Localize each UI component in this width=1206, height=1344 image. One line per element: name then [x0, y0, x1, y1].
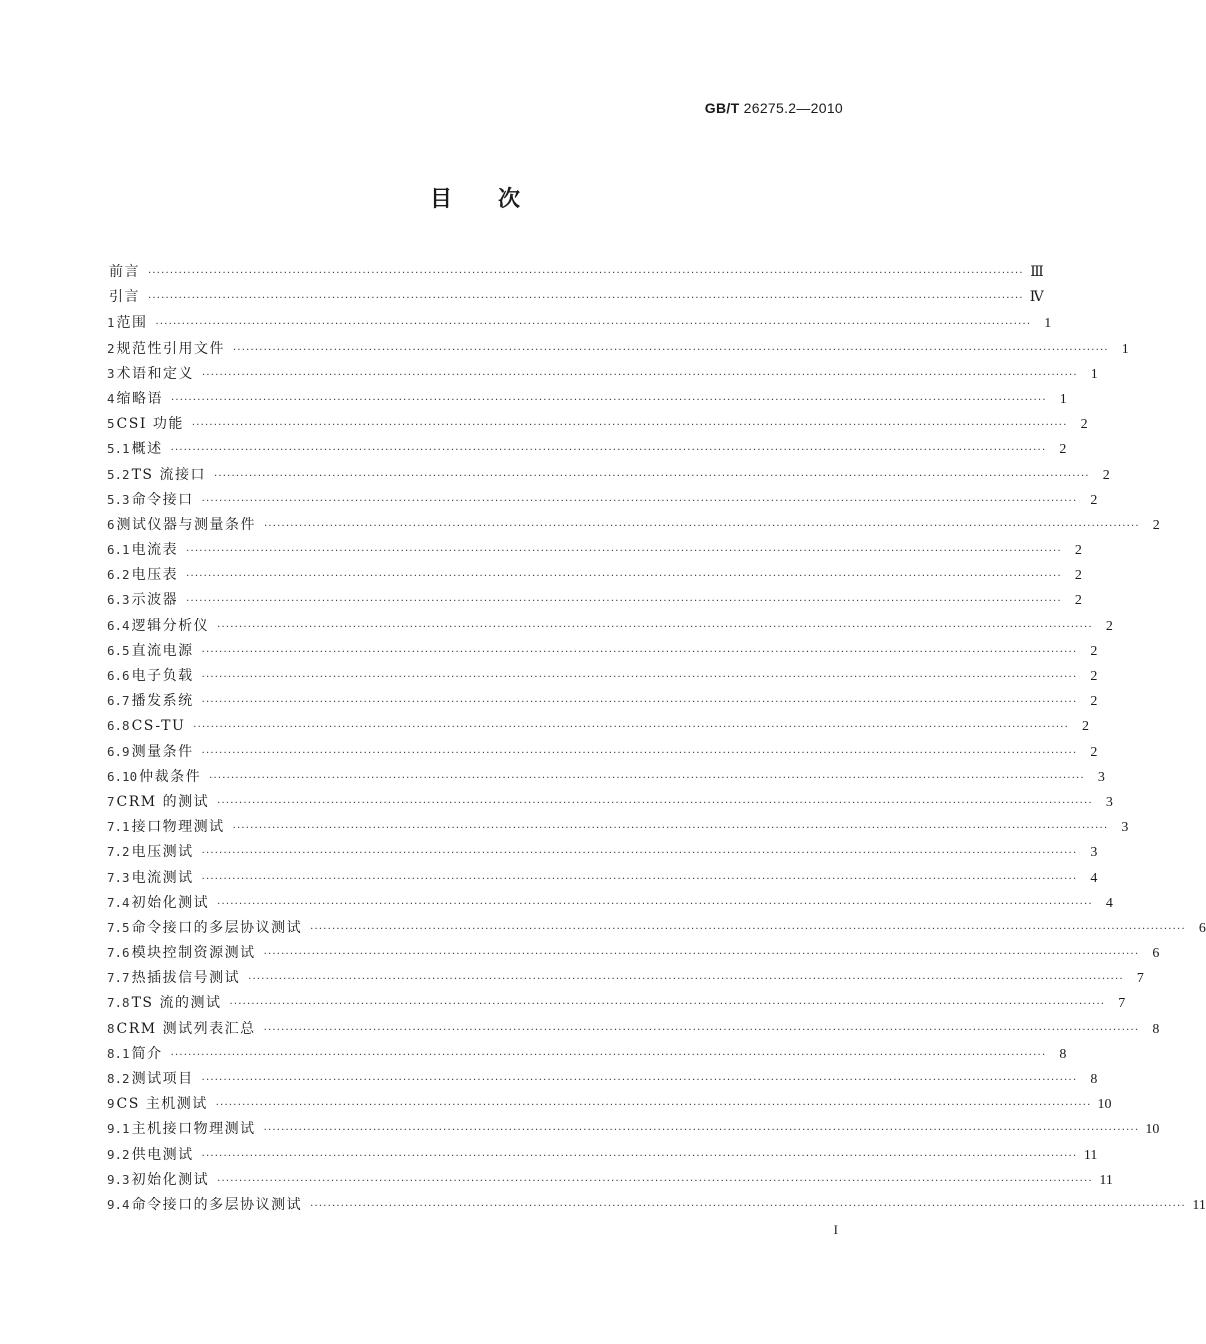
toc-leader-dots: ········································································································································································································: [155, 319, 1032, 331]
toc-entry-label: 主机接口物理测试: [131, 1121, 256, 1138]
toc-entry-label: 接口物理测试: [131, 819, 225, 836]
toc-entry-page: 10: [1145, 1122, 1160, 1138]
toc-leader-dots: ········································································································································································································: [233, 344, 1109, 356]
toc-entry-number: 6.3: [107, 592, 130, 608]
toc-leader-dots: ········································································································································································································: [201, 1075, 1078, 1086]
toc-entry-page: Ⅳ: [1029, 290, 1044, 306]
toc-entry-label: 逻辑分析仪: [131, 617, 210, 634]
toc-leader-dots: ········································································································································································································: [310, 923, 1186, 935]
toc-entry-label: 电流表: [131, 542, 179, 559]
toc-entry-label: 初始化测试: [131, 1171, 210, 1188]
toc-leader-dots: ········································································································································································································: [201, 646, 1078, 658]
toc-leader-dots: ········································································································································································································: [201, 747, 1078, 759]
toc-entry-page: 4: [1105, 895, 1113, 911]
toc-entry-number: 1: [107, 315, 115, 331]
toc-leader-dots: ········································································································································································································: [170, 445, 1047, 457]
toc-entry-label: 模块控制资源测试: [131, 945, 256, 962]
toc-entry[interactable]: [107, 310, 1052, 335]
toc-entry[interactable]: [107, 940, 1160, 965]
toc-leader-dots: ········································································································································································································: [202, 369, 1078, 381]
toc-entry[interactable]: [107, 537, 1082, 562]
toc-entry[interactable]: [107, 613, 1113, 638]
toc-entry-label: 简介: [131, 1045, 163, 1062]
toc-entry[interactable]: [107, 688, 1098, 713]
toc-entry-number: 5.3: [107, 491, 130, 507]
toc-entry-page: 6: [1152, 946, 1160, 962]
title-char-2: 次: [498, 187, 521, 212]
toc-entry-page: 2: [1090, 694, 1098, 710]
toc-entry[interactable]: [107, 411, 1088, 436]
toc-entry-page: 7: [1136, 971, 1144, 987]
toc-leader-dots: ········································································································································································································: [209, 772, 1085, 784]
toc-entry-page: 11: [1083, 1147, 1098, 1163]
toc-entry[interactable]: [107, 512, 1160, 537]
table-of-contents: [107, 260, 1206, 1217]
toc-entry-label: 前言: [109, 264, 140, 280]
standard-code: [705, 100, 843, 116]
toc-leader-dots: ········································································································································································································: [170, 1049, 1047, 1061]
toc-entry-page: 2: [1105, 618, 1113, 634]
toc-entry-number: 8: [107, 1020, 115, 1036]
toc-entry-label: 热插拔信号测试: [131, 970, 241, 987]
toc-leader-dots: ········································································································································································································: [201, 697, 1078, 709]
toc-entry-label: 规范性引用文件: [116, 340, 226, 357]
toc-entry-label: 电子负载: [131, 668, 194, 684]
toc-entry-page: 2: [1082, 719, 1090, 735]
toc-entry-number: 3: [107, 365, 115, 381]
toc-leader-dots: ········································································································································································································: [201, 848, 1078, 860]
toc-entry-page: 2: [1059, 442, 1067, 458]
toc-entry[interactable]: [107, 260, 1044, 285]
toc-leader-dots: ········································································································································································································: [263, 1024, 1140, 1036]
toc-leader-dots: ········································································································································································································: [229, 999, 1106, 1011]
toc-entry-number: 7.2: [107, 844, 130, 860]
toc-entry[interactable]: [107, 562, 1082, 587]
toc-entry-page: Ⅲ: [1030, 265, 1044, 280]
toc-entry-label: CRM 测试列表汇总: [116, 1020, 256, 1037]
toc-leader-dots: ········································································································································································································: [171, 394, 1047, 406]
toc-entry-label: 示波器: [131, 592, 179, 609]
toc-entry-page: 6: [1198, 920, 1206, 936]
toc-entry-page: 2: [1152, 517, 1160, 533]
toc-entry-page: 4: [1090, 870, 1098, 886]
toc-leader-dots: ········································································································································································································: [201, 495, 1078, 507]
toc-entry-page: 2: [1074, 593, 1082, 609]
toc-entry-label: 测量条件: [131, 743, 194, 760]
toc-entry[interactable]: [107, 865, 1098, 890]
toc-entry-page: 2: [1090, 643, 1098, 659]
toc-entry-number: 5.2: [107, 466, 130, 482]
toc-entry-page: 3: [1121, 820, 1129, 836]
toc-leader-dots: ········································································································································································································: [201, 672, 1078, 683]
toc-entry-number: 5.1: [107, 441, 130, 457]
toc-entry-number: 8.1: [107, 1045, 130, 1061]
toc-entry[interactable]: [107, 814, 1129, 839]
toc-leader-dots: ········································································································································································································: [310, 1200, 1186, 1212]
toc-entry-label: TS 流接口: [131, 466, 206, 483]
toc-entry[interactable]: [107, 965, 1144, 990]
toc-entry[interactable]: [107, 1192, 1206, 1217]
toc-entry-page: 2: [1080, 417, 1088, 433]
toc-leader-dots: ········································································································································································································: [248, 974, 1124, 986]
toc-leader-dots: ········································································································································································································: [186, 546, 1062, 558]
toc-leader-dots: ········································································································································································································: [217, 1175, 1093, 1187]
toc-entry-label: 电压表: [131, 567, 179, 584]
toc-entry-number: 2: [107, 340, 115, 356]
toc-entry[interactable]: [107, 436, 1067, 461]
toc-entry-number: 6.9: [107, 743, 130, 759]
toc-leader-dots: ········································································································································································································: [263, 1125, 1140, 1137]
toc-entry-label: 缩略语: [116, 390, 164, 407]
toc-entry-number: 9.4: [107, 1196, 130, 1212]
toc-entry-page: 2: [1090, 744, 1098, 760]
toc-entry-number: 7: [107, 793, 115, 809]
toc-entry-page: 7: [1118, 996, 1126, 1012]
toc-entry-page: 11: [1099, 1172, 1113, 1188]
toc-entry-number: 6.8: [107, 718, 130, 734]
toc-entry-page: 8: [1059, 1046, 1067, 1062]
toc-entry[interactable]: [107, 1167, 1113, 1192]
toc-entry[interactable]: [107, 285, 1044, 310]
toc-entry-page: 10: [1097, 1097, 1112, 1113]
toc-entry-number: 7.8: [107, 995, 130, 1011]
toc-entry-label: TS 流的测试: [131, 995, 222, 1012]
toc-entry[interactable]: [107, 1066, 1098, 1091]
toc-leader-dots: ········································································································································································································: [213, 470, 1090, 482]
toc-leader-dots: ········································································································································································································: [217, 621, 1093, 633]
toc-entry-number: 7.6: [107, 945, 130, 961]
standard-number: 26275.2—2010: [743, 100, 843, 116]
toc-entry-label: 测试项目: [131, 1071, 194, 1087]
toc-entry[interactable]: [107, 487, 1098, 512]
toc-entry[interactable]: [107, 386, 1067, 411]
toc-entry[interactable]: [107, 739, 1098, 764]
toc-entry-page: 2: [1074, 543, 1082, 559]
toc-entry-page: 1: [1090, 366, 1098, 382]
toc-entry-number: 6.10: [107, 768, 138, 784]
toc-leader-dots: ········································································································································································································: [215, 1100, 1092, 1112]
toc-entry-number: 7.3: [107, 869, 130, 885]
toc-leader-dots: ········································································································································································································: [193, 722, 1070, 734]
toc-entry-label: 直流电源: [131, 642, 194, 659]
toc-entry-number: 6: [107, 516, 115, 532]
toc-entry-label: CSI 功能: [116, 416, 184, 433]
toc-entry-number: 8.2: [107, 1071, 130, 1086]
toc-entry[interactable]: [107, 764, 1105, 789]
toc-entry-number: 9.3: [107, 1171, 130, 1187]
toc-entry[interactable]: [107, 890, 1113, 915]
toc-entry-label: 命令接口: [131, 491, 194, 508]
toc-entry-number: 6.4: [107, 617, 130, 633]
toc-entry-label: 供电测试: [131, 1146, 194, 1163]
toc-entry-label: 电压测试: [131, 844, 194, 861]
toc-entry[interactable]: [107, 990, 1126, 1015]
toc-entry-page: 8: [1152, 1021, 1160, 1037]
toc-entry-number: 6.6: [107, 668, 130, 683]
toc-leader-dots: ········································································································································································································: [217, 898, 1093, 910]
toc-entry-number: 4: [107, 390, 115, 406]
toc-entry[interactable]: [107, 1116, 1160, 1141]
toc-entry-label: 仲裁条件: [139, 768, 202, 785]
toc-entry-page: 2: [1074, 568, 1082, 584]
toc-leader-dots: ········································································································································································································: [263, 949, 1140, 961]
toc-leader-dots: ········································································································································································································: [217, 797, 1093, 809]
toc-entry-number: 6.1: [107, 542, 130, 558]
toc-entry[interactable]: [107, 587, 1082, 612]
toc-entry[interactable]: [107, 1142, 1098, 1167]
toc-entry-label: 命令接口的多层协议测试: [131, 1196, 303, 1213]
toc-entry-page: 3: [1105, 794, 1113, 810]
toc-leader-dots: ········································································································································································································: [186, 596, 1062, 608]
toc-leader-dots: ········································································································································································································: [201, 873, 1078, 885]
toc-entry-page: 2: [1090, 492, 1098, 508]
toc-leader-dots: ········································································································································································································: [148, 268, 1024, 279]
toc-entry-number: 9.1: [107, 1121, 130, 1137]
toc-entry[interactable]: [107, 638, 1098, 663]
toc-entry[interactable]: [107, 462, 1110, 487]
toc-entry[interactable]: [107, 336, 1129, 361]
toc-entry-label: 引言: [109, 289, 140, 306]
toc-entry-page: 2: [1102, 467, 1110, 483]
toc-leader-dots: ········································································································································································································: [191, 420, 1068, 432]
toc-entry-number: 7.5: [107, 919, 130, 935]
toc-leader-dots: ········································································································································································································: [186, 571, 1062, 583]
toc-entry-label: 术语和定义: [116, 365, 195, 382]
toc-entry-page: 3: [1097, 769, 1105, 785]
toc-entry[interactable]: [107, 789, 1113, 814]
title-char-1: 目: [429, 187, 452, 212]
toc-entry[interactable]: [107, 361, 1098, 386]
toc-entry[interactable]: [107, 839, 1098, 864]
toc-entry-label: 测试仪器与测量条件: [116, 516, 257, 533]
toc-entry-label: 初始化测试: [131, 894, 210, 911]
toc-leader-dots: ········································································································································································································: [264, 520, 1140, 532]
toc-leader-dots: ········································································································································································································: [201, 1150, 1078, 1162]
toc-entry-page: 1: [1059, 391, 1067, 407]
toc-entry-number: 5: [107, 416, 115, 432]
toc-entry-page: 11: [1192, 1197, 1206, 1213]
toc-entry-label: 命令接口的多层协议测试: [131, 919, 303, 936]
toc-entry-number: 6.7: [107, 693, 130, 709]
toc-entry-number: 6.5: [107, 642, 130, 658]
toc-entry-page: 1: [1044, 316, 1052, 332]
toc-entry-page: 2: [1090, 669, 1098, 684]
toc-entry-number: 9: [107, 1096, 115, 1112]
toc-entry-number: 7.1: [107, 819, 130, 835]
toc-entry[interactable]: [107, 1091, 1112, 1116]
toc-entry-number: 7.4: [107, 894, 130, 910]
toc-entry-label: 范围: [116, 315, 148, 332]
toc-entry-number: 6.2: [107, 567, 130, 583]
toc-leader-dots: ········································································································································································································: [148, 293, 1024, 305]
toc-entry-number: 9.2: [107, 1146, 130, 1162]
toc-entry[interactable]: [107, 915, 1206, 940]
toc-entry-label: CS-TU: [131, 718, 186, 735]
toc-entry-page: 8: [1090, 1072, 1098, 1087]
toc-entry[interactable]: [107, 713, 1090, 738]
toc-entry-page: 1: [1121, 341, 1129, 357]
toc-entry-label: 电流测试: [131, 869, 194, 886]
toc-entry[interactable]: [107, 1041, 1067, 1066]
page-title: [0, 182, 950, 213]
toc-entry-label: CRM 的测试: [116, 793, 210, 810]
toc-leader-dots: ········································································································································································································: [232, 823, 1109, 835]
toc-entry-label: 概述: [131, 441, 163, 458]
toc-entry-number: 7.7: [107, 970, 130, 986]
page-number: I: [833, 1222, 838, 1237]
toc-entry[interactable]: [107, 1016, 1160, 1041]
toc-entry-label: 播发系统: [131, 693, 194, 710]
standard-prefix: GB/T: [704, 100, 740, 116]
toc-entry-label: CS 主机测试: [116, 1096, 208, 1113]
toc-entry-page: 3: [1090, 845, 1098, 861]
toc-entry[interactable]: [107, 663, 1098, 688]
